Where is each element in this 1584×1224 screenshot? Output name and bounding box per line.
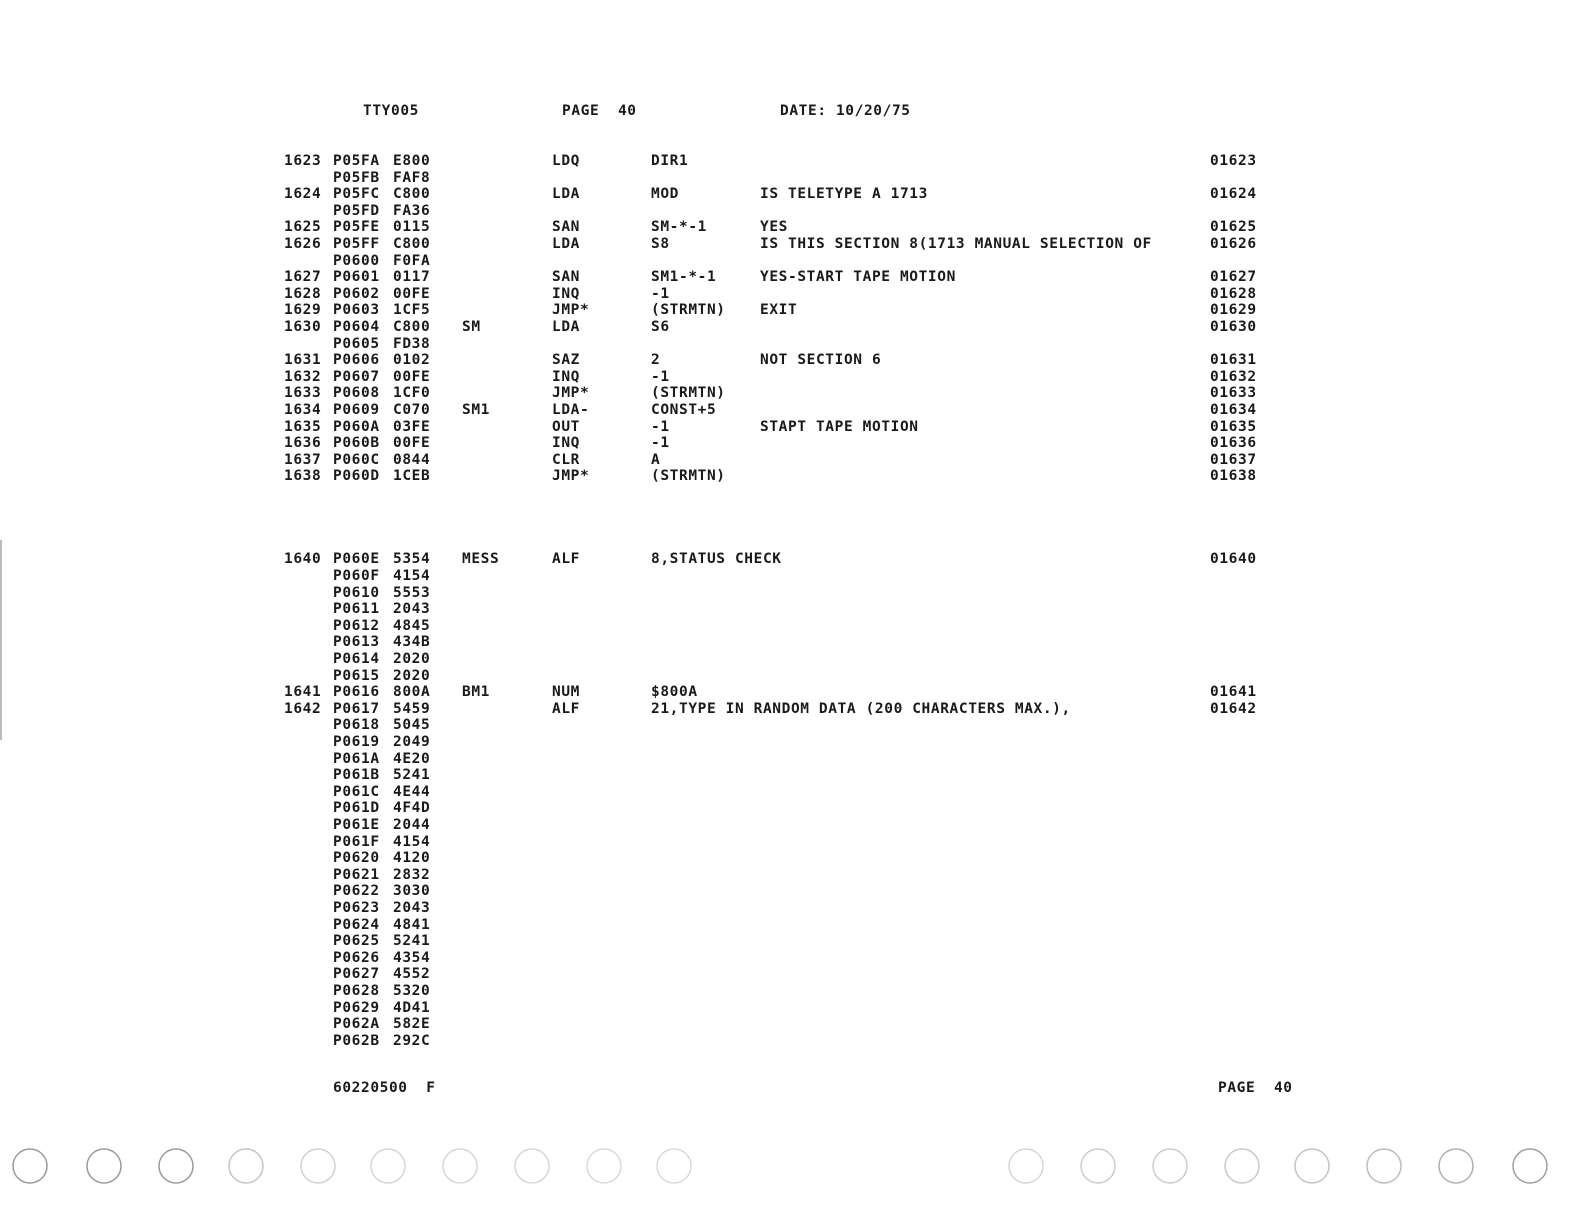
feed-hole — [1153, 1149, 1187, 1183]
location-address: P0616 — [333, 684, 380, 701]
listing-row — [0, 668, 1584, 685]
program-name: TTY005 — [363, 103, 419, 119]
operand: -1 — [651, 435, 670, 452]
operand: (STRMTN) — [651, 385, 726, 402]
feed-hole — [657, 1149, 691, 1183]
object-code: 2044 — [393, 817, 431, 833]
location-address: P060D — [333, 468, 380, 485]
object-code: 0115 — [393, 219, 431, 236]
operand: S6 — [651, 319, 670, 335]
object-code: 2832 — [393, 866, 431, 883]
object-code: 0844 — [393, 451, 431, 468]
opcode: LDA — [552, 236, 580, 252]
location-address: P060E — [333, 551, 380, 568]
listing-row — [0, 419, 1584, 436]
comment-text: STAPT TAPE MOTION — [760, 418, 919, 435]
opcode: SAZ — [552, 352, 580, 369]
object-code: 1CEB — [393, 468, 431, 485]
object-code: 1CF0 — [393, 385, 431, 402]
feed-hole — [1367, 1149, 1401, 1183]
listing-row — [0, 203, 1584, 220]
location-address: P0625 — [333, 933, 380, 950]
object-code: C800 — [393, 236, 431, 252]
document-number: 60220500 F — [333, 1080, 436, 1096]
object-code: 434B — [393, 634, 431, 651]
object-code: 00FE — [393, 435, 431, 452]
opcode: JMP* — [552, 302, 590, 319]
location-address: P061F — [333, 833, 380, 850]
listing-row — [0, 219, 1584, 236]
listing-row — [0, 684, 1584, 701]
location-address: P0608 — [333, 385, 380, 402]
object-code: 2049 — [393, 734, 431, 750]
location-address: P062B — [333, 1032, 380, 1049]
location-address: P060F — [333, 568, 380, 584]
object-code: C070 — [393, 402, 431, 418]
feed-hole — [587, 1149, 621, 1183]
location-address: P0624 — [333, 916, 380, 933]
feed-hole — [1513, 1149, 1547, 1183]
line-number: 1636 — [284, 435, 322, 452]
listing-row — [0, 867, 1584, 884]
location-address: P0609 — [333, 402, 380, 418]
object-code: 5241 — [393, 767, 431, 784]
location-address: P0603 — [333, 302, 380, 319]
operand: DIR1 — [651, 153, 689, 169]
line-number: 1631 — [284, 352, 322, 369]
sequence-number: 01633 — [1210, 385, 1257, 402]
operand: -1 — [651, 418, 670, 435]
location-address: P0620 — [333, 850, 380, 867]
location-address: P0602 — [333, 285, 380, 302]
feed-hole — [87, 1149, 121, 1183]
listing-row — [0, 850, 1584, 867]
object-code: 4F4D — [393, 800, 431, 817]
listing-row — [0, 369, 1584, 386]
listing-row — [0, 502, 1584, 519]
location-address: P061B — [333, 767, 380, 784]
listing-row — [0, 933, 1584, 950]
feed-hole — [1439, 1149, 1473, 1183]
feed-hole — [515, 1149, 549, 1183]
location-address: P0618 — [333, 717, 380, 734]
line-number: 1629 — [284, 302, 322, 319]
label-field: SM1 — [462, 402, 490, 418]
sequence-number: 01642 — [1210, 700, 1257, 717]
sequence-number: 01638 — [1210, 468, 1257, 485]
object-code: C800 — [393, 186, 431, 203]
listing-row — [0, 983, 1584, 1000]
operand: 2 — [651, 352, 661, 369]
operand: 21,TYPE IN RANDOM DATA (200 CHARACTERS MAX.), — [651, 700, 1071, 717]
listing-row — [0, 784, 1584, 801]
listing-row — [0, 966, 1584, 983]
location-address: P05FB — [333, 169, 380, 186]
opcode: SAN — [552, 269, 580, 286]
location-address: P061D — [333, 800, 380, 817]
sequence-number: 01634 — [1210, 402, 1257, 418]
opcode: INQ — [552, 435, 580, 452]
object-code: 582E — [393, 1016, 431, 1033]
sequence-number: 01626 — [1210, 236, 1257, 252]
object-code: 4154 — [393, 568, 431, 584]
listing-row — [0, 767, 1584, 784]
location-address: P0605 — [333, 335, 380, 352]
listing-row — [0, 568, 1584, 585]
line-number: 1632 — [284, 368, 322, 385]
location-address: P060C — [333, 451, 380, 468]
object-code: FD38 — [393, 335, 431, 352]
operand: CONST+5 — [651, 402, 717, 418]
object-code: FAF8 — [393, 169, 431, 186]
operand: $800A — [651, 684, 698, 701]
operand: A — [651, 451, 661, 468]
label-field: SM — [462, 319, 481, 335]
listing-row — [0, 518, 1584, 535]
line-number: 1638 — [284, 468, 322, 485]
object-code: 4845 — [393, 617, 431, 634]
feed-hole — [1225, 1149, 1259, 1183]
object-code: 4E44 — [393, 783, 431, 800]
location-address: P0619 — [333, 734, 380, 750]
location-address: P0626 — [333, 949, 380, 966]
sequence-number: 01632 — [1210, 368, 1257, 385]
listing-row — [0, 352, 1584, 369]
location-address: P05FF — [333, 236, 380, 252]
line-number: 1641 — [284, 684, 322, 701]
label-field: BM1 — [462, 684, 490, 701]
listing-row — [0, 186, 1584, 203]
object-code: 5459 — [393, 700, 431, 717]
listing-row — [0, 302, 1584, 319]
line-number: 1642 — [284, 700, 322, 717]
comment-text: IS TELETYPE A 1713 — [760, 186, 928, 203]
location-address: P0611 — [333, 601, 380, 618]
opcode: JMP* — [552, 385, 590, 402]
object-code: 5045 — [393, 717, 431, 734]
comment-text: YES — [760, 219, 788, 236]
opcode: LDA- — [552, 402, 590, 418]
object-code: 03FE — [393, 418, 431, 435]
location-address: P0629 — [333, 999, 380, 1016]
listing-row — [0, 651, 1584, 668]
sequence-number: 01625 — [1210, 219, 1257, 236]
listing-row — [0, 551, 1584, 568]
object-code: 2020 — [393, 651, 431, 667]
opcode: INQ — [552, 368, 580, 385]
listing-row — [0, 618, 1584, 635]
line-number: 1625 — [284, 219, 322, 236]
object-code: 800A — [393, 684, 431, 701]
feed-hole — [159, 1149, 193, 1183]
opcode: ALF — [552, 700, 580, 717]
opcode: NUM — [552, 684, 580, 701]
listing-row — [0, 883, 1584, 900]
object-code: 0102 — [393, 352, 431, 369]
listing-row — [0, 751, 1584, 768]
operand: -1 — [651, 285, 670, 302]
listing-row — [0, 269, 1584, 286]
object-code: 4E20 — [393, 750, 431, 767]
line-number: 1623 — [284, 153, 322, 169]
listing-row — [0, 435, 1584, 452]
listing-row — [0, 170, 1584, 187]
object-code: 2020 — [393, 667, 431, 684]
object-code: C800 — [393, 319, 431, 335]
comment-text: IS THIS SECTION 8(1713 MANUAL SELECTION OF — [760, 236, 1152, 252]
listing-row — [0, 153, 1584, 170]
opcode: OUT — [552, 418, 580, 435]
listing-row — [0, 468, 1584, 485]
sequence-number: 01627 — [1210, 269, 1257, 286]
location-address: P05FC — [333, 186, 380, 203]
comment-text: EXIT — [760, 302, 798, 319]
location-address: P061C — [333, 783, 380, 800]
listing-row — [0, 634, 1584, 651]
listing-row — [0, 385, 1584, 402]
object-code: 00FE — [393, 368, 431, 385]
line-number: 1624 — [284, 186, 322, 203]
operand: 8,STATUS CHECK — [651, 551, 782, 568]
location-address: P0628 — [333, 983, 380, 999]
listing-row — [0, 734, 1584, 751]
location-address: P0607 — [333, 368, 380, 385]
operand: S8 — [651, 236, 670, 252]
operand: SM1-*-1 — [651, 269, 717, 286]
listing-row — [0, 452, 1584, 469]
header-page-number: PAGE 40 — [562, 103, 637, 119]
listing-row — [0, 900, 1584, 917]
feed-hole — [1081, 1149, 1115, 1183]
sequence-number: 01637 — [1210, 451, 1257, 468]
sequence-number: 01641 — [1210, 684, 1257, 701]
listing-row — [0, 236, 1584, 253]
operand: (STRMTN) — [651, 468, 726, 485]
line-number: 1633 — [284, 385, 322, 402]
location-address: P0604 — [333, 319, 380, 335]
object-code: 4841 — [393, 916, 431, 933]
object-code: 5241 — [393, 933, 431, 950]
listing-row — [0, 1016, 1584, 1033]
listing-row — [0, 717, 1584, 734]
feed-hole — [229, 1149, 263, 1183]
location-address: P0617 — [333, 700, 380, 717]
location-address: P05FD — [333, 202, 380, 219]
feed-hole — [443, 1149, 477, 1183]
line-number: 1628 — [284, 285, 322, 302]
location-address: P061A — [333, 750, 380, 767]
feed-hole — [1009, 1149, 1043, 1183]
location-address: P061E — [333, 817, 380, 833]
location-address: P0606 — [333, 352, 380, 369]
line-number: 1637 — [284, 451, 322, 468]
sequence-number: 01624 — [1210, 186, 1257, 203]
location-address: P0614 — [333, 651, 380, 667]
object-code: E800 — [393, 153, 431, 169]
operand: (STRMTN) — [651, 302, 726, 319]
opcode: LDA — [552, 186, 580, 203]
location-address: P0621 — [333, 866, 380, 883]
opcode: JMP* — [552, 468, 590, 485]
line-number: 1635 — [284, 418, 322, 435]
object-code: 0117 — [393, 269, 431, 286]
location-address: P0622 — [333, 883, 380, 900]
location-address: P0601 — [333, 269, 380, 286]
listing-row — [0, 1000, 1584, 1017]
line-number: 1626 — [284, 236, 322, 252]
line-number: 1630 — [284, 319, 322, 335]
object-code: 292C — [393, 1032, 431, 1049]
line-number: 1634 — [284, 402, 322, 418]
feed-hole — [1295, 1149, 1329, 1183]
operand: SM-*-1 — [651, 219, 707, 236]
location-address: P060B — [333, 435, 380, 452]
listing-row — [0, 601, 1584, 618]
location-address: P0612 — [333, 617, 380, 634]
listing-row — [0, 817, 1584, 834]
comment-text: YES-START TAPE MOTION — [760, 269, 956, 286]
listing-row — [0, 319, 1584, 336]
object-code: 2043 — [393, 900, 431, 916]
location-address: P0613 — [333, 634, 380, 651]
listing-row — [0, 834, 1584, 851]
object-code: 4D41 — [393, 999, 431, 1016]
opcode: LDA — [552, 319, 580, 335]
listing-row — [0, 701, 1584, 718]
sequence-number: 01636 — [1210, 435, 1257, 452]
sequence-number: 01635 — [1210, 418, 1257, 435]
listing-row — [0, 286, 1584, 303]
sequence-number: 01640 — [1210, 551, 1257, 568]
location-address: P0610 — [333, 584, 380, 601]
header-date: DATE: 10/20/75 — [780, 103, 911, 119]
line-number: 1627 — [284, 269, 322, 286]
opcode: LDQ — [552, 153, 580, 169]
footer-page-number: PAGE 40 — [1218, 1080, 1293, 1096]
object-code: 1CF5 — [393, 302, 431, 319]
listing-row — [0, 1033, 1584, 1050]
object-code: 2043 — [393, 601, 431, 618]
location-address: P0627 — [333, 966, 380, 983]
location-address: P0615 — [333, 667, 380, 684]
location-address: P0600 — [333, 252, 380, 269]
opcode: INQ — [552, 285, 580, 302]
listing-row — [0, 535, 1584, 552]
location-address: P05FA — [333, 153, 380, 169]
line-number: 1640 — [284, 551, 322, 568]
object-code: 4552 — [393, 966, 431, 983]
listing-row — [0, 253, 1584, 270]
operand: -1 — [651, 368, 670, 385]
object-code: 00FE — [393, 285, 431, 302]
object-code: 4354 — [393, 949, 431, 966]
object-code: 3030 — [393, 883, 431, 900]
listing-row — [0, 917, 1584, 934]
location-address: P060A — [333, 418, 380, 435]
sequence-number: 01631 — [1210, 352, 1257, 369]
sequence-number: 01628 — [1210, 285, 1257, 302]
operand: MOD — [651, 186, 679, 203]
object-code: 5320 — [393, 983, 431, 999]
object-code: 5553 — [393, 584, 431, 601]
location-address: P05FE — [333, 219, 380, 236]
listing-row — [0, 950, 1584, 967]
feed-hole — [13, 1149, 47, 1183]
comment-text: NOT SECTION 6 — [760, 352, 882, 369]
opcode: CLR — [552, 451, 580, 468]
opcode: SAN — [552, 219, 580, 236]
listing-row — [0, 585, 1584, 602]
sequence-number: 01630 — [1210, 319, 1257, 335]
location-address: P062A — [333, 1016, 380, 1033]
listing-row — [0, 485, 1584, 502]
feed-hole — [371, 1149, 405, 1183]
sequence-number: 01629 — [1210, 302, 1257, 319]
opcode: ALF — [552, 551, 580, 568]
object-code: 4154 — [393, 833, 431, 850]
listing-row — [0, 402, 1584, 419]
object-code: 4120 — [393, 850, 431, 867]
object-code: FA36 — [393, 202, 431, 219]
tractor-feed-holes — [0, 1138, 1584, 1198]
listing-row — [0, 800, 1584, 817]
label-field: MESS — [462, 551, 500, 568]
sequence-number: 01623 — [1210, 153, 1257, 169]
object-code: F0FA — [393, 252, 431, 269]
feed-hole — [301, 1149, 335, 1183]
object-code: 5354 — [393, 551, 431, 568]
location-address: P0623 — [333, 900, 380, 916]
listing-row — [0, 336, 1584, 353]
